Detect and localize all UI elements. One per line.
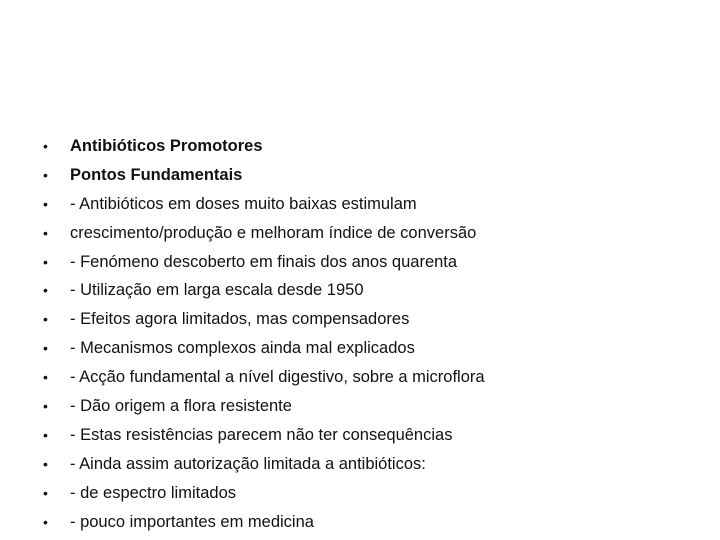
bullet-item-7 — [43, 334, 485, 363]
bullet-text: Antibióticos Promotores — [70, 137, 263, 155]
bullet-dot: • — [43, 513, 48, 530]
bullet-item-10 — [43, 421, 485, 450]
bullet-text: - Fenómeno descoberto em finais dos anos quarenta — [70, 252, 458, 271]
bullet-text: - Antibióticos em doses muito baixas estimulam — [70, 194, 417, 213]
bullet-dot: • — [43, 253, 48, 270]
bullet-dot: • — [43, 166, 48, 183]
bullet-dot: • — [43, 484, 48, 501]
bullet-dot: • — [43, 398, 48, 415]
bullet-dot: • — [43, 311, 48, 328]
bullet-text: - de espectro limitados — [70, 483, 236, 502]
bullet-dot: • — [43, 455, 48, 472]
bullet-item-3 — [43, 219, 485, 248]
bullet-dot: • — [43, 369, 48, 386]
bullet-item-4 — [43, 248, 485, 277]
bullet-item-2 — [43, 190, 485, 219]
bullet-dot: • — [43, 138, 48, 154]
bullet-item-6 — [43, 305, 485, 334]
bullet-text: - Efeitos agora limitados, mas compensadores — [70, 310, 410, 329]
bullet-dot: • — [43, 340, 48, 357]
bullet-text: - Mecanismos complexos ainda mal explicados — [70, 339, 415, 358]
bullet-text: - pouco importantes em medicina — [70, 512, 314, 531]
bullet-text: crescimento/produção e melhoram índice de conversão — [70, 223, 477, 242]
bullet-dot: • — [43, 195, 48, 212]
bullet-dot: • — [43, 224, 48, 241]
bullet-text: - Ainda assim autorização limitada a antibióticos: — [70, 454, 426, 473]
bullet-text: - Acção fundamental a nível digestivo, sobre a microflora — [70, 368, 485, 387]
bullet-item-8 — [43, 363, 485, 392]
bullet-text: - Utilização em larga escala desde 1950 — [70, 281, 364, 300]
bullet-dot: • — [43, 282, 48, 299]
bullet-list — [43, 132, 485, 536]
bullet-text: - Estas resistências parecem não ter consequências — [70, 425, 453, 444]
bullet-item-5 — [43, 276, 485, 305]
bullet-text: - Dão origem a flora resistente — [70, 397, 292, 416]
bullet-item-0 — [43, 132, 485, 161]
bullet-dot: • — [43, 426, 48, 443]
bullet-item-9 — [43, 392, 485, 421]
bullet-text: Pontos Fundamentais — [70, 165, 243, 184]
bullet-item-11 — [43, 450, 485, 479]
bullet-item-13 — [43, 508, 485, 537]
bullet-item-12 — [43, 479, 485, 508]
bullet-item-1 — [43, 161, 485, 190]
